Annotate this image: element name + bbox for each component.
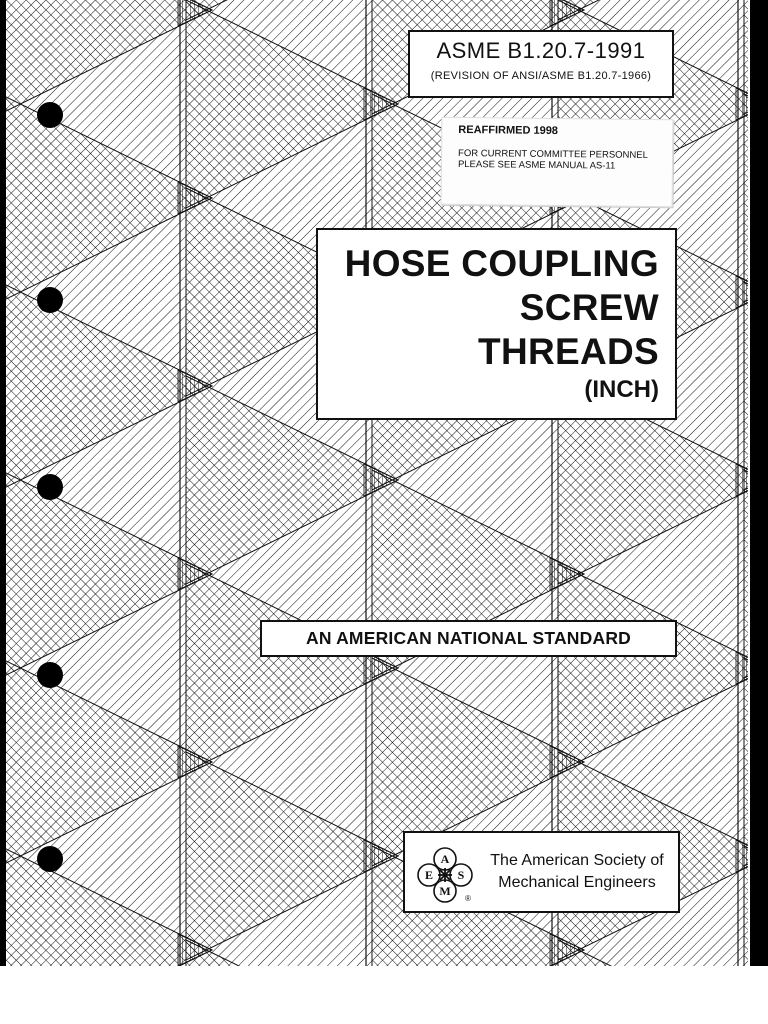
reaffirmed-label: REAFFIRMED 1998 <box>458 123 559 138</box>
publisher-name-line-1: The American Society of <box>490 852 664 869</box>
publisher-box <box>403 831 680 913</box>
designation-text: AN AMERICAN NATIONAL STANDARD <box>306 628 631 648</box>
publisher-name <box>479 850 675 894</box>
left-edge <box>0 0 6 966</box>
standard-number: ASME B1.20.7-1991 <box>436 38 646 63</box>
title-line-2: SCREW <box>519 287 659 328</box>
publisher-name-line-2: Mechanical Engineers <box>498 874 656 891</box>
document-title-box <box>316 228 677 420</box>
logo-letter-m: M <box>439 884 451 898</box>
binder-hole <box>37 102 63 128</box>
binder-hole <box>37 846 63 872</box>
registered-mark: ® <box>465 894 471 903</box>
title-line-3: THREADS <box>478 331 659 372</box>
title-unit: (INCH) <box>584 376 659 403</box>
logo-letter-a: A <box>440 852 450 866</box>
binder-hole <box>37 662 63 688</box>
sticker-note-line-1: FOR CURRENT COMMITTEE PERSONNEL <box>458 147 648 161</box>
logo-letter-s: S <box>457 868 465 882</box>
right-edge <box>750 0 768 966</box>
asme-cloverleaf-logo-icon <box>415 845 475 905</box>
binder-hole <box>37 287 63 313</box>
binder-hole <box>37 474 63 500</box>
revision-note: (REVISION OF ANSI/ASME B1.20.7-1966) <box>430 70 652 82</box>
standard-number-box <box>408 30 674 98</box>
designation-box <box>260 620 677 657</box>
reaffirmed-sticker <box>441 117 674 207</box>
logo-letter-e: E <box>424 868 434 882</box>
title-line-1: HOSE COUPLING <box>344 243 659 284</box>
sticker-note-line-2: PLEASE SEE ASME MANUAL AS-11 <box>457 158 616 172</box>
